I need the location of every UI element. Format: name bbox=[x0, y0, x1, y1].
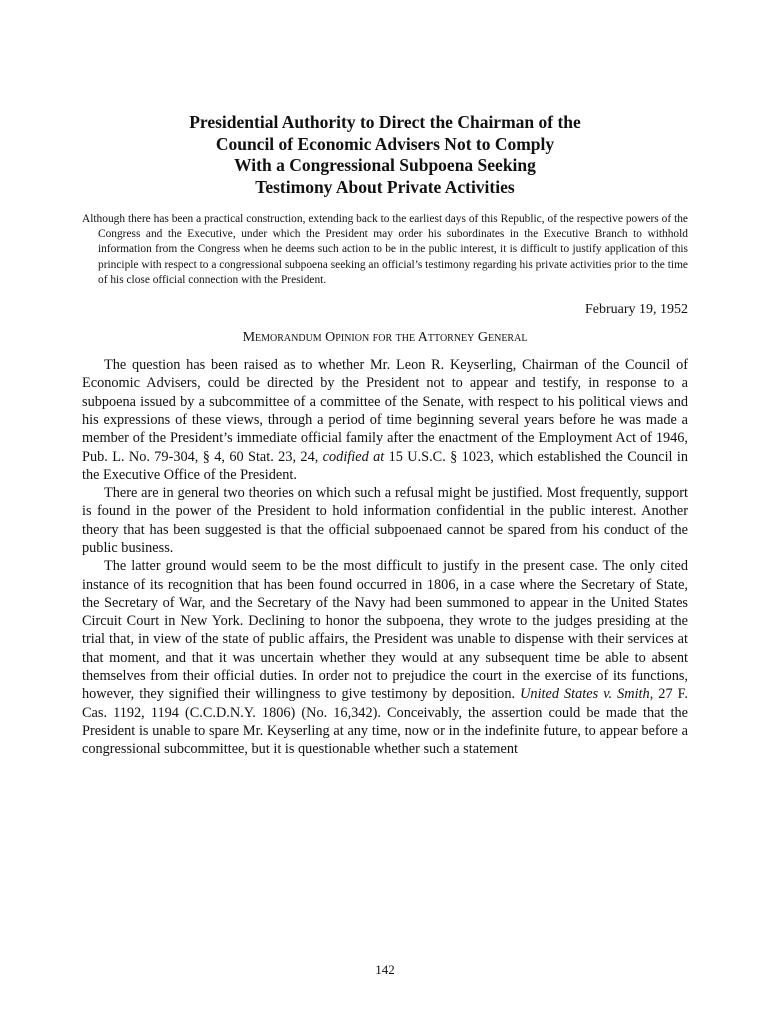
paragraph-3-italic: United States v. Smith bbox=[520, 686, 650, 703]
memo-date: February 19, 1952 bbox=[584, 302, 688, 318]
page-number: 142 bbox=[375, 962, 395, 977]
title-line: Council of Economic Advisers Not to Comply bbox=[215, 133, 555, 154]
paragraph-3-text-a: The latter ground would seem to be the most difficult to justify in the present case. The only cited instance of its recognition that has been found occurred in 1806, in a case where the Secretary of State, the Secretary of War, and the Secretary of the Navy had been summoned to appear in the United States Circuit Court in New York. Declining to honor the subpoena, they wrote to the judges presiding at the trial that, in view of the state of public affairs, the President was unable to dispense with their services at that moment, and that it was uncertain whether they would at any subsequent time be able to absent themselves from their official duties. In order not to prejudice the court in the exercise of its functions, however, they signified their willingness to give testimony by deposition. bbox=[82, 558, 688, 703]
abstract: Although there has been a practical construction, extending back to the earliest days of this Republic, of the respective powers of the Congress and the Executive, under which the President may order his subordinates in the Executive Branch to withhold information from the Congress when he deems such action to be in the public interest, it is difficult to justify application of this principle with respect to a congressional subpoena seeking an official’s testimony regarding his private activities prior to the time of his close official connection with the President. bbox=[82, 213, 688, 286]
paragraph-3-text-b: , 27 F. Cas. 1192, 1194 (C.C.D.N.Y. 1806) (No. 16,342). Conceivably, the assertion could be made that the President is unable to spare Mr. Keyserling at any time, now or in the indefinite future, to appear before a congressional subcommittee, but it is questionable whether such a statement bbox=[82, 686, 689, 758]
title-line: Presidential Authority to Direct the Chairman of the bbox=[189, 112, 581, 132]
paragraph-3 bbox=[82, 557, 688, 758]
paragraph-1-text-a: The question has been raised as to whether Mr. Leon R. Keyserling, Chairman of the Council of Economic Advisers, could be directed by the President not to appear and testify, in response to a subpoena issued by a subcommittee of a committee of the Senate, with respect to his political views and his expressions of these views, through a period of time beginning several years before he was made a member of the President’s immediate official family after the enactment of the Employment Act of 1946, Pub. L. No. 79-304, § 4, 60 Stat. 23, 24, bbox=[82, 357, 688, 465]
memo-heading: Memorandum Opinion for the Attorney General bbox=[242, 330, 528, 346]
document-page bbox=[82, 112, 688, 759]
paragraph-1-text-b: 15 U.S.C. § 1023, which established the Council in the Executive Office of the President. bbox=[82, 448, 689, 483]
title-line: With a Congressional Subpoena Seeking bbox=[234, 155, 536, 175]
paragraph-1 bbox=[82, 356, 688, 484]
title-line: Testimony About Private Activities bbox=[255, 176, 515, 197]
paragraph-2: There are in general two theories on which such a refusal might be justified. Most frequently, support is found in the power of the President to hold information confidential in the public interest. Another theory that has been suggested is that the official subpoenaed cannot be spared from his conduct of the public business. bbox=[82, 485, 688, 556]
paragraph-1-italic: codified at bbox=[322, 448, 385, 465]
document-title bbox=[82, 112, 688, 198]
body-text bbox=[82, 356, 688, 759]
